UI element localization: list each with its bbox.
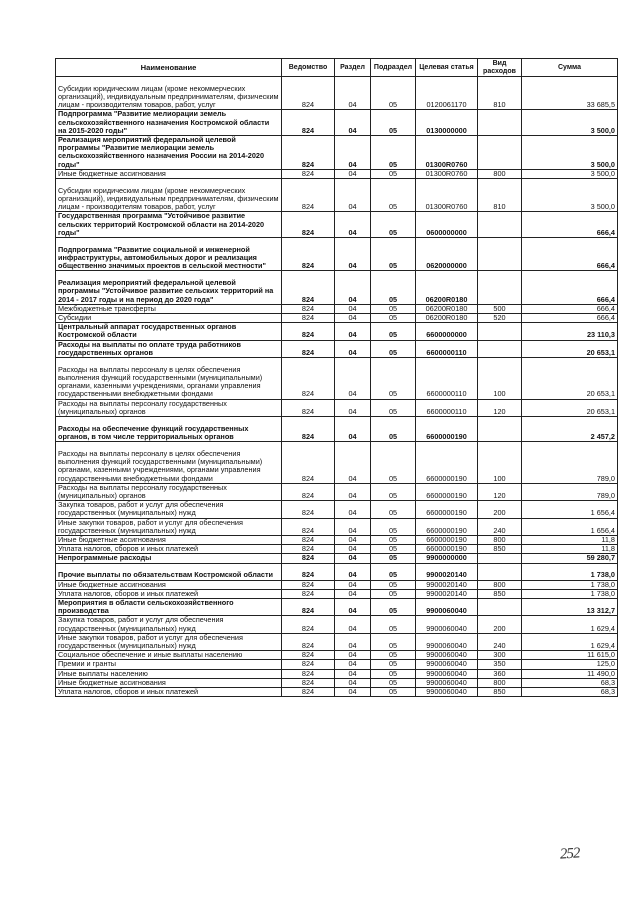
cell-exptype: 850 bbox=[478, 545, 522, 554]
cell-dept: 824 bbox=[282, 554, 335, 563]
table-row bbox=[56, 136, 618, 170]
cell-subsection: 05 bbox=[371, 616, 416, 633]
cell-name: Уплата налогов, сборов и иных платежей bbox=[56, 688, 282, 697]
cell-dept: 824 bbox=[282, 238, 335, 271]
page-number: 252 bbox=[559, 845, 580, 863]
cell-target: 9900060040 bbox=[416, 616, 478, 633]
cell-subsection: 05 bbox=[371, 554, 416, 563]
cell-section: 04 bbox=[335, 340, 371, 357]
cell-section: 04 bbox=[335, 660, 371, 669]
cell-subsection: 05 bbox=[371, 271, 416, 304]
cell-subsection: 05 bbox=[371, 358, 416, 400]
cell-exptype: 850 bbox=[478, 688, 522, 697]
cell-sum: 68,3 bbox=[522, 678, 618, 687]
cell-name: Расходы на выплаты персоналу в целях обеспечения выполнения функций государственными (муниципальными) органами, казенными учреждениями, органами управления государственными внебюджетными фондами bbox=[56, 442, 282, 484]
budget-table bbox=[55, 58, 618, 697]
cell-name: Расходы на обеспечение функций государственных органов, в том числе территориальных органов bbox=[56, 417, 282, 442]
cell-target: 6600000110 bbox=[416, 340, 478, 357]
cell-sum: 1 629,4 bbox=[522, 633, 618, 650]
cell-sum: 1 656,4 bbox=[522, 501, 618, 518]
table-row bbox=[56, 545, 618, 554]
cell-subsection: 05 bbox=[371, 545, 416, 554]
cell-dept: 824 bbox=[282, 545, 335, 554]
cell-sum: 666,4 bbox=[522, 304, 618, 313]
cell-section: 04 bbox=[335, 304, 371, 313]
cell-dept: 824 bbox=[282, 589, 335, 598]
table-row bbox=[56, 212, 618, 238]
cell-dept: 824 bbox=[282, 179, 335, 212]
header-exptype: Вид расходов bbox=[478, 59, 522, 77]
header-subsection: Подраздел bbox=[371, 59, 416, 77]
cell-dept: 824 bbox=[282, 660, 335, 669]
table-row bbox=[56, 660, 618, 669]
cell-dept: 824 bbox=[282, 651, 335, 660]
cell-sum: 2 457,2 bbox=[522, 417, 618, 442]
cell-sum: 11 615,0 bbox=[522, 651, 618, 660]
cell-section: 04 bbox=[335, 580, 371, 589]
table-row bbox=[56, 304, 618, 313]
cell-subsection: 05 bbox=[371, 518, 416, 535]
cell-dept: 824 bbox=[282, 314, 335, 323]
cell-name: Премии и гранты bbox=[56, 660, 282, 669]
cell-exptype bbox=[478, 136, 522, 170]
cell-name: Субсидии юридическим лицам (кроме некоммерческих организаций), индивидуальным предпринимателям, физическим лицам - производителям товаров, работ, услуг bbox=[56, 179, 282, 212]
cell-sum: 666,4 bbox=[522, 271, 618, 304]
cell-target: 9900060040 bbox=[416, 651, 478, 660]
cell-section: 04 bbox=[335, 501, 371, 518]
header-name: Наименование bbox=[56, 59, 282, 77]
table-row bbox=[56, 554, 618, 563]
cell-dept: 824 bbox=[282, 483, 335, 500]
cell-name: Иные закупки товаров, работ и услуг для обеспечения государственных (муниципальных) нужд bbox=[56, 633, 282, 650]
cell-target: 6600000110 bbox=[416, 358, 478, 400]
cell-name: Иные закупки товаров, работ и услуг для обеспечения государственных (муниципальных) нужд bbox=[56, 518, 282, 535]
cell-sum: 11,8 bbox=[522, 545, 618, 554]
header-section: Раздел bbox=[335, 59, 371, 77]
table-row bbox=[56, 358, 618, 400]
header-sum: Сумма bbox=[522, 59, 618, 77]
cell-exptype: 240 bbox=[478, 518, 522, 535]
cell-section: 04 bbox=[335, 314, 371, 323]
cell-subsection: 05 bbox=[371, 688, 416, 697]
table-row bbox=[56, 536, 618, 545]
cell-sum: 789,0 bbox=[522, 442, 618, 484]
cell-subsection: 05 bbox=[371, 323, 416, 340]
cell-name: Центральный аппарат государственных органов Костромской области bbox=[56, 323, 282, 340]
cell-exptype bbox=[478, 417, 522, 442]
cell-exptype bbox=[478, 110, 522, 136]
table-row bbox=[56, 110, 618, 136]
table-header-row bbox=[56, 59, 618, 77]
cell-exptype bbox=[478, 271, 522, 304]
cell-subsection: 05 bbox=[371, 238, 416, 271]
cell-dept: 824 bbox=[282, 633, 335, 650]
table-row bbox=[56, 399, 618, 416]
cell-dept: 824 bbox=[282, 501, 335, 518]
cell-subsection: 05 bbox=[371, 169, 416, 178]
cell-subsection: 05 bbox=[371, 314, 416, 323]
cell-exptype: 500 bbox=[478, 304, 522, 313]
cell-exptype: 800 bbox=[478, 536, 522, 545]
cell-name: Расходы на выплаты персоналу в целях обеспечения выполнения функций государственными (муниципальными) органами, казенными учреждениями, органами управления государственными внебюджетными фондами bbox=[56, 358, 282, 400]
table-row bbox=[56, 77, 618, 110]
cell-exptype bbox=[478, 323, 522, 340]
cell-target: 0600000000 bbox=[416, 212, 478, 238]
table-row bbox=[56, 483, 618, 500]
cell-exptype bbox=[478, 599, 522, 616]
header-dept: Ведомство bbox=[282, 59, 335, 77]
cell-dept: 824 bbox=[282, 77, 335, 110]
cell-name: Межбюджетные трансферты bbox=[56, 304, 282, 313]
cell-target: 6600000110 bbox=[416, 399, 478, 416]
table-row bbox=[56, 340, 618, 357]
cell-sum: 3 500,0 bbox=[522, 110, 618, 136]
cell-subsection: 05 bbox=[371, 212, 416, 238]
cell-exptype: 810 bbox=[478, 77, 522, 110]
cell-target: 9900060040 bbox=[416, 669, 478, 678]
cell-dept: 824 bbox=[282, 169, 335, 178]
cell-subsection: 05 bbox=[371, 669, 416, 678]
table-body bbox=[56, 77, 618, 697]
cell-name: Закупка товаров, работ и услуг для обеспечения государственных (муниципальных) нужд bbox=[56, 616, 282, 633]
cell-dept: 824 bbox=[282, 358, 335, 400]
cell-target: 9900060040 bbox=[416, 688, 478, 697]
cell-sum: 1 738,0 bbox=[522, 580, 618, 589]
cell-exptype: 120 bbox=[478, 399, 522, 416]
table-row bbox=[56, 589, 618, 598]
cell-dept: 824 bbox=[282, 110, 335, 136]
cell-name: Социальное обеспечение и иные выплаты населению bbox=[56, 651, 282, 660]
cell-dept: 824 bbox=[282, 271, 335, 304]
cell-subsection: 05 bbox=[371, 304, 416, 313]
cell-section: 04 bbox=[335, 589, 371, 598]
table-row bbox=[56, 442, 618, 484]
cell-dept: 824 bbox=[282, 688, 335, 697]
cell-exptype: 360 bbox=[478, 669, 522, 678]
cell-target: 01300R0760 bbox=[416, 169, 478, 178]
cell-exptype bbox=[478, 238, 522, 271]
cell-target: 01300R0760 bbox=[416, 179, 478, 212]
cell-sum: 33 685,5 bbox=[522, 77, 618, 110]
cell-target: 01300R0760 bbox=[416, 136, 478, 170]
cell-target: 9900000000 bbox=[416, 554, 478, 563]
table-row bbox=[56, 314, 618, 323]
cell-section: 04 bbox=[335, 212, 371, 238]
cell-dept: 824 bbox=[282, 399, 335, 416]
cell-section: 04 bbox=[335, 688, 371, 697]
table-row bbox=[56, 678, 618, 687]
table-row bbox=[56, 669, 618, 678]
cell-subsection: 05 bbox=[371, 442, 416, 484]
table-row bbox=[56, 518, 618, 535]
budget-table-sheet bbox=[55, 58, 617, 697]
cell-subsection: 05 bbox=[371, 136, 416, 170]
cell-name: Мероприятия в области сельскохозяйственного производства bbox=[56, 599, 282, 616]
cell-subsection: 05 bbox=[371, 77, 416, 110]
cell-section: 04 bbox=[335, 633, 371, 650]
cell-target: 6600000190 bbox=[416, 483, 478, 500]
cell-subsection: 05 bbox=[371, 580, 416, 589]
cell-target: 0120061170 bbox=[416, 77, 478, 110]
cell-target: 06200R0180 bbox=[416, 314, 478, 323]
cell-sum: 11,8 bbox=[522, 536, 618, 545]
cell-subsection: 05 bbox=[371, 110, 416, 136]
cell-dept: 824 bbox=[282, 340, 335, 357]
cell-section: 04 bbox=[335, 545, 371, 554]
cell-section: 04 bbox=[335, 110, 371, 136]
cell-section: 04 bbox=[335, 518, 371, 535]
cell-dept: 824 bbox=[282, 136, 335, 170]
cell-name: Непрограммные расходы bbox=[56, 554, 282, 563]
cell-exptype: 800 bbox=[478, 678, 522, 687]
cell-section: 04 bbox=[335, 669, 371, 678]
cell-section: 04 bbox=[335, 238, 371, 271]
cell-dept: 824 bbox=[282, 323, 335, 340]
cell-sum: 1 656,4 bbox=[522, 518, 618, 535]
cell-section: 04 bbox=[335, 169, 371, 178]
cell-target: 6600000190 bbox=[416, 442, 478, 484]
cell-exptype: 350 bbox=[478, 660, 522, 669]
cell-section: 04 bbox=[335, 536, 371, 545]
cell-sum: 666,4 bbox=[522, 314, 618, 323]
cell-target: 9900060040 bbox=[416, 660, 478, 669]
cell-exptype bbox=[478, 563, 522, 580]
cell-section: 04 bbox=[335, 179, 371, 212]
cell-name: Субсидии bbox=[56, 314, 282, 323]
cell-section: 04 bbox=[335, 358, 371, 400]
cell-section: 04 bbox=[335, 599, 371, 616]
table-row bbox=[56, 417, 618, 442]
cell-section: 04 bbox=[335, 678, 371, 687]
cell-dept: 824 bbox=[282, 599, 335, 616]
cell-exptype: 810 bbox=[478, 179, 522, 212]
cell-dept: 824 bbox=[282, 563, 335, 580]
cell-section: 04 bbox=[335, 136, 371, 170]
cell-target: 6600000190 bbox=[416, 545, 478, 554]
table-row bbox=[56, 501, 618, 518]
cell-sum: 1 629,4 bbox=[522, 616, 618, 633]
cell-target: 0130000000 bbox=[416, 110, 478, 136]
cell-section: 04 bbox=[335, 554, 371, 563]
cell-dept: 824 bbox=[282, 518, 335, 535]
cell-name: Подпрограмма "Развитие социальной и инженерной инфраструктуры, автомобильных дорог и реализация общественно значимых проектов в сельской местности" bbox=[56, 238, 282, 271]
table-row bbox=[56, 179, 618, 212]
cell-subsection: 05 bbox=[371, 678, 416, 687]
cell-subsection: 05 bbox=[371, 483, 416, 500]
cell-section: 04 bbox=[335, 616, 371, 633]
cell-sum: 666,4 bbox=[522, 238, 618, 271]
cell-sum: 789,0 bbox=[522, 483, 618, 500]
cell-subsection: 05 bbox=[371, 399, 416, 416]
cell-exptype: 100 bbox=[478, 442, 522, 484]
cell-subsection: 05 bbox=[371, 651, 416, 660]
cell-sum: 666,4 bbox=[522, 212, 618, 238]
cell-name: Уплата налогов, сборов и иных платежей bbox=[56, 589, 282, 598]
cell-section: 04 bbox=[335, 323, 371, 340]
cell-dept: 824 bbox=[282, 678, 335, 687]
cell-dept: 824 bbox=[282, 536, 335, 545]
cell-sum: 1 738,0 bbox=[522, 563, 618, 580]
cell-name: Иные выплаты населению bbox=[56, 669, 282, 678]
cell-subsection: 05 bbox=[371, 563, 416, 580]
cell-name: Расходы на выплаты персоналу государственных (муниципальных) органов bbox=[56, 399, 282, 416]
cell-section: 04 bbox=[335, 442, 371, 484]
cell-target: 6600000190 bbox=[416, 417, 478, 442]
cell-name: Уплата налогов, сборов и иных платежей bbox=[56, 545, 282, 554]
header-target: Целевая статья bbox=[416, 59, 478, 77]
cell-exptype bbox=[478, 212, 522, 238]
cell-name: Реализация мероприятий федеральной целевой программы "Развитие мелиорации земель сельскохозяйственного назначения России на 2014-2020 годы" bbox=[56, 136, 282, 170]
cell-subsection: 05 bbox=[371, 417, 416, 442]
cell-dept: 824 bbox=[282, 417, 335, 442]
cell-section: 04 bbox=[335, 651, 371, 660]
cell-target: 9900020140 bbox=[416, 580, 478, 589]
table-row bbox=[56, 633, 618, 650]
cell-target: 9900060040 bbox=[416, 599, 478, 616]
cell-target: 0620000000 bbox=[416, 238, 478, 271]
cell-name: Реализация мероприятий федеральной целевой программы "Устойчивое развитие сельских территорий на 2014 - 2017 годы и на период до 2020 года" bbox=[56, 271, 282, 304]
cell-target: 6600000190 bbox=[416, 536, 478, 545]
cell-name: Закупка товаров, работ и услуг для обеспечения государственных (муниципальных) нужд bbox=[56, 501, 282, 518]
cell-exptype: 520 bbox=[478, 314, 522, 323]
table-row bbox=[56, 271, 618, 304]
cell-exptype: 120 bbox=[478, 483, 522, 500]
cell-sum: 20 653,1 bbox=[522, 340, 618, 357]
table-row bbox=[56, 651, 618, 660]
cell-exptype bbox=[478, 340, 522, 357]
cell-dept: 824 bbox=[282, 616, 335, 633]
cell-exptype: 300 bbox=[478, 651, 522, 660]
cell-section: 04 bbox=[335, 77, 371, 110]
table-row bbox=[56, 563, 618, 580]
cell-exptype: 850 bbox=[478, 589, 522, 598]
cell-name: Государственная программа "Устойчивое развитие сельских территорий Костромской области на 2014-2020 годы" bbox=[56, 212, 282, 238]
cell-sum: 3 500,0 bbox=[522, 136, 618, 170]
table-row bbox=[56, 688, 618, 697]
cell-subsection: 05 bbox=[371, 589, 416, 598]
cell-dept: 824 bbox=[282, 669, 335, 678]
cell-name: Иные бюджетные ассигнования bbox=[56, 536, 282, 545]
cell-sum: 20 653,1 bbox=[522, 358, 618, 400]
cell-target: 9900020140 bbox=[416, 589, 478, 598]
cell-sum: 23 110,3 bbox=[522, 323, 618, 340]
cell-exptype: 800 bbox=[478, 580, 522, 589]
table-row bbox=[56, 599, 618, 616]
cell-sum: 3 500,0 bbox=[522, 169, 618, 178]
cell-subsection: 05 bbox=[371, 633, 416, 650]
cell-sum: 20 653,1 bbox=[522, 399, 618, 416]
cell-sum: 68,3 bbox=[522, 688, 618, 697]
cell-sum: 3 500,0 bbox=[522, 179, 618, 212]
cell-exptype: 200 bbox=[478, 501, 522, 518]
cell-sum: 1 738,0 bbox=[522, 589, 618, 598]
cell-target: 6600000190 bbox=[416, 518, 478, 535]
table-row bbox=[56, 616, 618, 633]
cell-sum: 59 280,7 bbox=[522, 554, 618, 563]
cell-dept: 824 bbox=[282, 442, 335, 484]
cell-dept: 824 bbox=[282, 212, 335, 238]
cell-dept: 824 bbox=[282, 580, 335, 589]
cell-target: 9900060040 bbox=[416, 633, 478, 650]
cell-section: 04 bbox=[335, 271, 371, 304]
cell-subsection: 05 bbox=[371, 599, 416, 616]
table-row bbox=[56, 580, 618, 589]
cell-exptype bbox=[478, 554, 522, 563]
cell-exptype: 200 bbox=[478, 616, 522, 633]
cell-section: 04 bbox=[335, 483, 371, 500]
cell-sum: 13 312,7 bbox=[522, 599, 618, 616]
cell-name: Расходы на выплаты персоналу государственных (муниципальных) органов bbox=[56, 483, 282, 500]
cell-subsection: 05 bbox=[371, 536, 416, 545]
cell-section: 04 bbox=[335, 399, 371, 416]
cell-sum: 11 490,0 bbox=[522, 669, 618, 678]
cell-target: 06200R0180 bbox=[416, 304, 478, 313]
cell-subsection: 05 bbox=[371, 179, 416, 212]
cell-exptype: 240 bbox=[478, 633, 522, 650]
cell-target: 6600000000 bbox=[416, 323, 478, 340]
cell-name: Иные бюджетные ассигнования bbox=[56, 580, 282, 589]
cell-section: 04 bbox=[335, 563, 371, 580]
cell-target: 9900060040 bbox=[416, 678, 478, 687]
cell-name: Подпрограмма "Развитие мелиорации земель сельскохозяйственного назначения Костромской области на 2015-2020 годы" bbox=[56, 110, 282, 136]
cell-section: 04 bbox=[335, 417, 371, 442]
cell-exptype: 100 bbox=[478, 358, 522, 400]
cell-name: Расходы на выплаты по оплате труда работников государственных органов bbox=[56, 340, 282, 357]
table-row bbox=[56, 238, 618, 271]
cell-name: Иные бюджетные ассигнования bbox=[56, 169, 282, 178]
table-row bbox=[56, 169, 618, 178]
cell-target: 6600000190 bbox=[416, 501, 478, 518]
cell-subsection: 05 bbox=[371, 501, 416, 518]
cell-subsection: 05 bbox=[371, 660, 416, 669]
cell-name: Субсидии юридическим лицам (кроме некоммерческих организаций), индивидуальным предпринимателям, физическим лицам - производителям товаров, работ, услуг bbox=[56, 77, 282, 110]
cell-name: Прочие выплаты по обязательствам Костромской области bbox=[56, 563, 282, 580]
table-row bbox=[56, 323, 618, 340]
cell-name: Иные бюджетные ассигнования bbox=[56, 678, 282, 687]
cell-target: 9900020140 bbox=[416, 563, 478, 580]
cell-sum: 125,0 bbox=[522, 660, 618, 669]
cell-target: 06200R0180 bbox=[416, 271, 478, 304]
cell-dept: 824 bbox=[282, 304, 335, 313]
cell-exptype: 800 bbox=[478, 169, 522, 178]
cell-subsection: 05 bbox=[371, 340, 416, 357]
